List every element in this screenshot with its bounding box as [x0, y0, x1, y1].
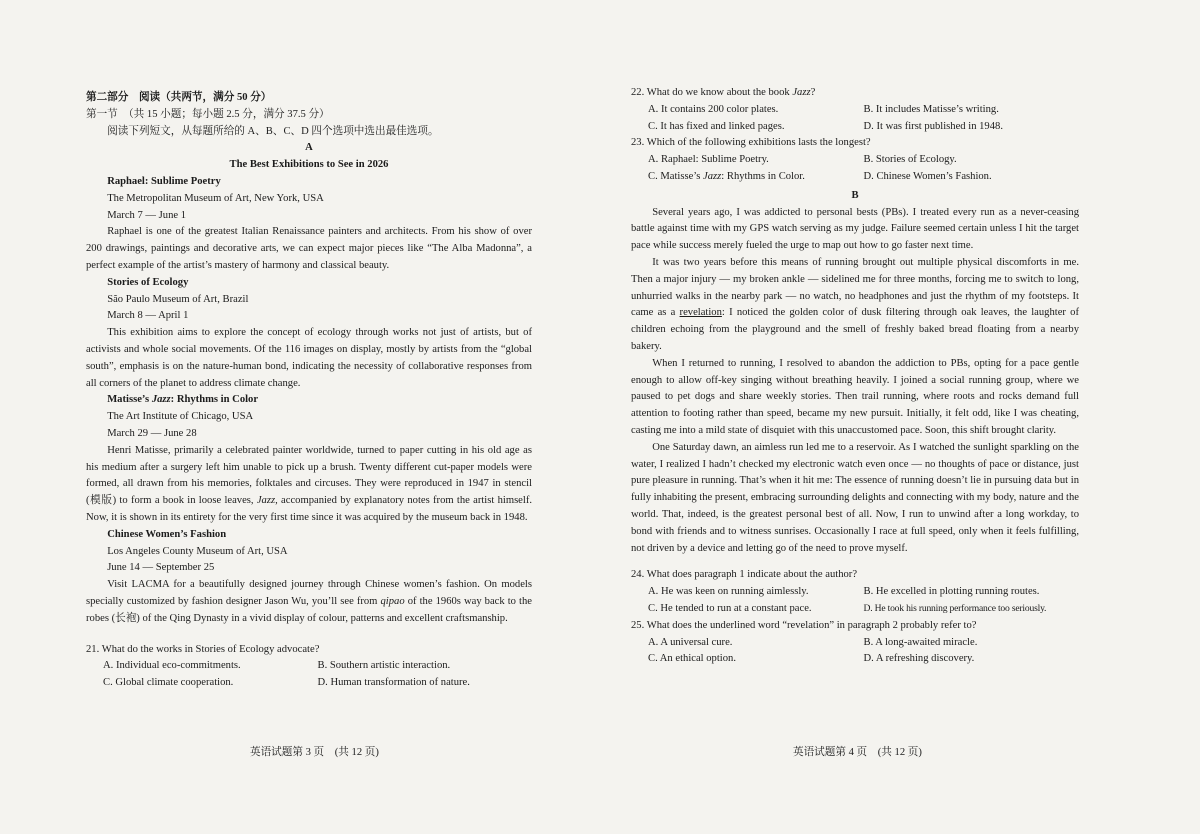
question-25-option-c[interactable]: C. An ethical option. — [648, 653, 736, 665]
question-23-option-c-post: : Rhythms in Color. — [721, 170, 805, 182]
question-21-option-b[interactable]: B. Southern artistic interaction. — [317, 660, 451, 672]
question-24-option-d[interactable]: D. He took his running performance too seriously. — [863, 602, 1047, 614]
exhibition-4-body-part1: Visit LACMA for a beautifully designed journey through Chinese women’s fashion. On models specially customized by fashion designer Jason Wu, you’ll see from — [86, 579, 532, 607]
exhibition-1-venue: The Metropolitan Museum of Art, New York, USA — [107, 192, 324, 204]
question-22-stem-pre: 22. What do we know about the book — [631, 87, 793, 98]
question-24-option-b[interactable]: B. He excelled in plotting running routes. — [863, 586, 1040, 598]
passage-title: The Best Exhibitions to See in 2026 — [229, 159, 389, 171]
question-25-option-d[interactable]: D. A refreshing discovery. — [863, 653, 975, 665]
question-23-option-c[interactable] — [648, 169, 864, 186]
passage-letter-b: B — [851, 189, 859, 201]
question-23-stem: 23. Which of the following exhibitions lasts the longest? — [631, 137, 871, 149]
exhibition-1-name: Raphael: Sublime Poetry — [107, 175, 221, 187]
question-22-option-c[interactable]: C. It has fixed and linked pages. — [648, 120, 785, 132]
question-23-option-a[interactable]: A. Raphael: Sublime Poetry. — [648, 154, 769, 166]
exhibition-3-name-italic: Jazz — [151, 394, 171, 406]
passage-b-paragraph-1: Several years ago, I was addicted to personal bests (PBs). I treated every run as a never-ceasing battle against time with my GPS watch serving as my judge. Failure seemed certain unless I hit the target pace while success merely fueled the urge to map out how to go faster next time. — [631, 206, 1079, 252]
left-page — [86, 90, 532, 692]
left-page-footer: 英语试题第 3 页 (共 12 页) — [250, 747, 379, 758]
passage-b-paragraph-2 — [631, 255, 1079, 356]
section-heading: 第二部分 阅读（共两节，满分 50 分） — [86, 92, 272, 103]
exhibition-2-venue: São Paulo Museum of Art, Brazil — [107, 293, 249, 305]
question-22-options — [631, 102, 1079, 136]
exhibition-3-body-italic: Jazz, — [256, 495, 278, 507]
exhibition-3-name-post: : Rhythms in Color — [170, 394, 259, 406]
subsection-heading: 第一节 （共 15 小题；每小题 2.5 分，满分 37.5 分） — [86, 108, 330, 120]
exhibition-3-body-part2: accompanied by explanatory notes from the artist himself. Now, it is shown in its entirety for the very first time since it was acquired by the museum back in 1948. — [86, 495, 533, 523]
question-21-option-d[interactable]: D. Human transformation of nature. — [317, 677, 470, 689]
exhibition-1-dates: March 7 — June 1 — [107, 209, 187, 221]
question-21-options — [86, 658, 532, 692]
question-22-option-d[interactable]: D. It was first published in 1948. — [863, 120, 1003, 132]
question-24-option-a[interactable]: A. He was keen on running aimlessly. — [648, 586, 809, 598]
passage-letter-a: A — [305, 142, 313, 154]
question-22-option-b[interactable]: B. It includes Matisse’s writing. — [863, 103, 999, 115]
passage-b-paragraph-3: When I returned to running, I resolved to abandon the addiction to PBs, opting for a pace gentle enough to allow off-key singing without breathing heavily. I joined a social running group, where we paused to pet dogs and share weekly stories. Then trail running, where roots and rocks demand full attention to footing rather than speed, became my new pursuit. Initially, it felt odd, like I was cheating, casting me into a mild state of disquiet with this unaccustomed pace. Soon, this shift brought clarity. — [631, 357, 1079, 436]
question-21-stem: 21. What do the works in Stories of Ecology advocate? — [86, 643, 320, 655]
question-23-options — [631, 152, 1079, 186]
question-23-option-c-italic: Jazz — [703, 170, 722, 182]
question-21-option-a[interactable]: A. Individual eco-commitments. — [103, 660, 241, 672]
passage-b-paragraph-4: One Saturday dawn, an aimless run led me to a reservoir. As I watched the sunlight sparkling on the water, I realized I hadn’t checked my electronic watch even once — no thoughts of pace or distance, just pure pleasure in running. That’s when it hit me: The essence of running doesn’t lie in pursuing data but in fully inhabiting the present, embracing surrounding delights and connecting with my body, nature and the world. That, indeed, is the greatest personal best of all. Now, I run to unwind after a long workday, to bond with friends and to witness sunrises. Occasionally I race at full speed, only when it feels fulfilling, not driven by a device and letting go of the need to prove myself. — [631, 441, 1079, 554]
instruction: 阅读下列短文，从每题所给的 A、B、C、D 四个选项中选出最佳选项。 — [107, 125, 439, 137]
exhibition-3-body-part1: Henri Matisse, primarily a celebrated painter worldwide, turned to paper cutting in his old age as his medium after a surgery left him unable to pick up a brush. Twenty different cut-paper models were formed, all drawn from his memories, folktales and circuses. They were reproduced in 1947 in stencil (模版) to form a book in loose leaves, — [86, 444, 532, 507]
question-25-options — [631, 635, 1079, 669]
exhibition-3-body — [86, 443, 532, 527]
question-22-option-a[interactable]: A. It contains 200 color plates. — [648, 103, 779, 115]
exhibition-1-body: Raphael is one of the greatest Italian Renaissance painters and architects. From his show of over 200 drawings, paintings and decorative arts, we can expect major pieces like “The Alba Madonna”, a perfect example of the artist’s mastery of harmony and classical beauty. — [86, 226, 532, 271]
question-24-stem: 24. What does paragraph 1 indicate about the author? — [631, 569, 858, 581]
paragraph-2-part1: It was two years before this means of running brought out multiple physical discomforts in me. Then a major injury — my broken ankle — sidelined me for three months, forcing me to switch to long, unhurried walks in the nearby park — no watch, no headphones and just the rhythm of my footsteps. It came as a — [631, 256, 1079, 319]
question-25-option-b[interactable]: B. A long-awaited miracle. — [863, 636, 978, 648]
paragraph-2-part2: : I noticed the golden color of dusk filtering through oak leaves, the laughter of children echoing from the playground and the smell of freshly baked bread floating from a nearby bakery. — [631, 307, 1079, 352]
right-page-footer: 英语试题第 4 页 (共 12 页) — [793, 747, 922, 758]
exhibition-4-body — [86, 577, 532, 627]
question-23-option-c-pre: C. Matisse’s — [648, 170, 704, 182]
exhibition-4-dates: June 14 — September 25 — [107, 562, 215, 574]
exhibition-2-name: Stories of Ecology — [107, 276, 189, 288]
exhibition-3-venue: The Art Institute of Chicago, USA — [107, 411, 254, 423]
right-page — [631, 85, 1079, 668]
question-22-stem-post: ? — [810, 87, 816, 98]
question-21-option-c[interactable]: C. Global climate cooperation. — [103, 677, 234, 689]
question-24-option-c[interactable]: C. He tended to run at a constant pace. — [648, 602, 812, 614]
exhibition-4-body-italic: qipao — [380, 595, 405, 607]
question-25-option-a[interactable]: A. A universal cure. — [648, 636, 733, 648]
exhibition-3-name-pre: Matisse’s — [107, 394, 152, 406]
question-25-stem: 25. What does the underlined word “revelation” in paragraph 2 probably refer to? — [631, 619, 977, 631]
exhibition-4-name: Chinese Women’s Fashion — [107, 528, 227, 540]
question-23-option-b[interactable]: B. Stories of Ecology. — [863, 154, 957, 166]
exhibition-4-venue: Los Angeles County Museum of Art, USA — [107, 545, 288, 557]
question-22-stem-italic: Jazz — [792, 87, 811, 98]
exhibition-2-body: This exhibition aims to explore the concept of ecology through works not just of artists, but of activists and whole social movements. Of the 116 images on display, mostly by artists from the “global south”, emphasis is on the nature-human bond, indicating the necessity of collaborative responses from all corners of the planet to address climate change. — [86, 327, 532, 389]
question-23-option-d[interactable]: D. Chinese Women’s Fashion. — [863, 170, 992, 182]
underlined-word-revelation: revelation — [679, 307, 722, 319]
exhibition-3-dates: March 29 — June 28 — [107, 427, 197, 439]
exhibition-3-name — [86, 392, 532, 409]
question-24-options — [631, 584, 1079, 618]
question-22-stem — [631, 85, 1079, 102]
exhibition-4-body-part2: of the 1960s way back to the robes (长袍) of the Qing Dynasty in a vivid display of colour, patterns and excellent craftsmanship. — [86, 595, 532, 624]
exhibition-2-dates: March 8 — April 1 — [107, 310, 189, 322]
